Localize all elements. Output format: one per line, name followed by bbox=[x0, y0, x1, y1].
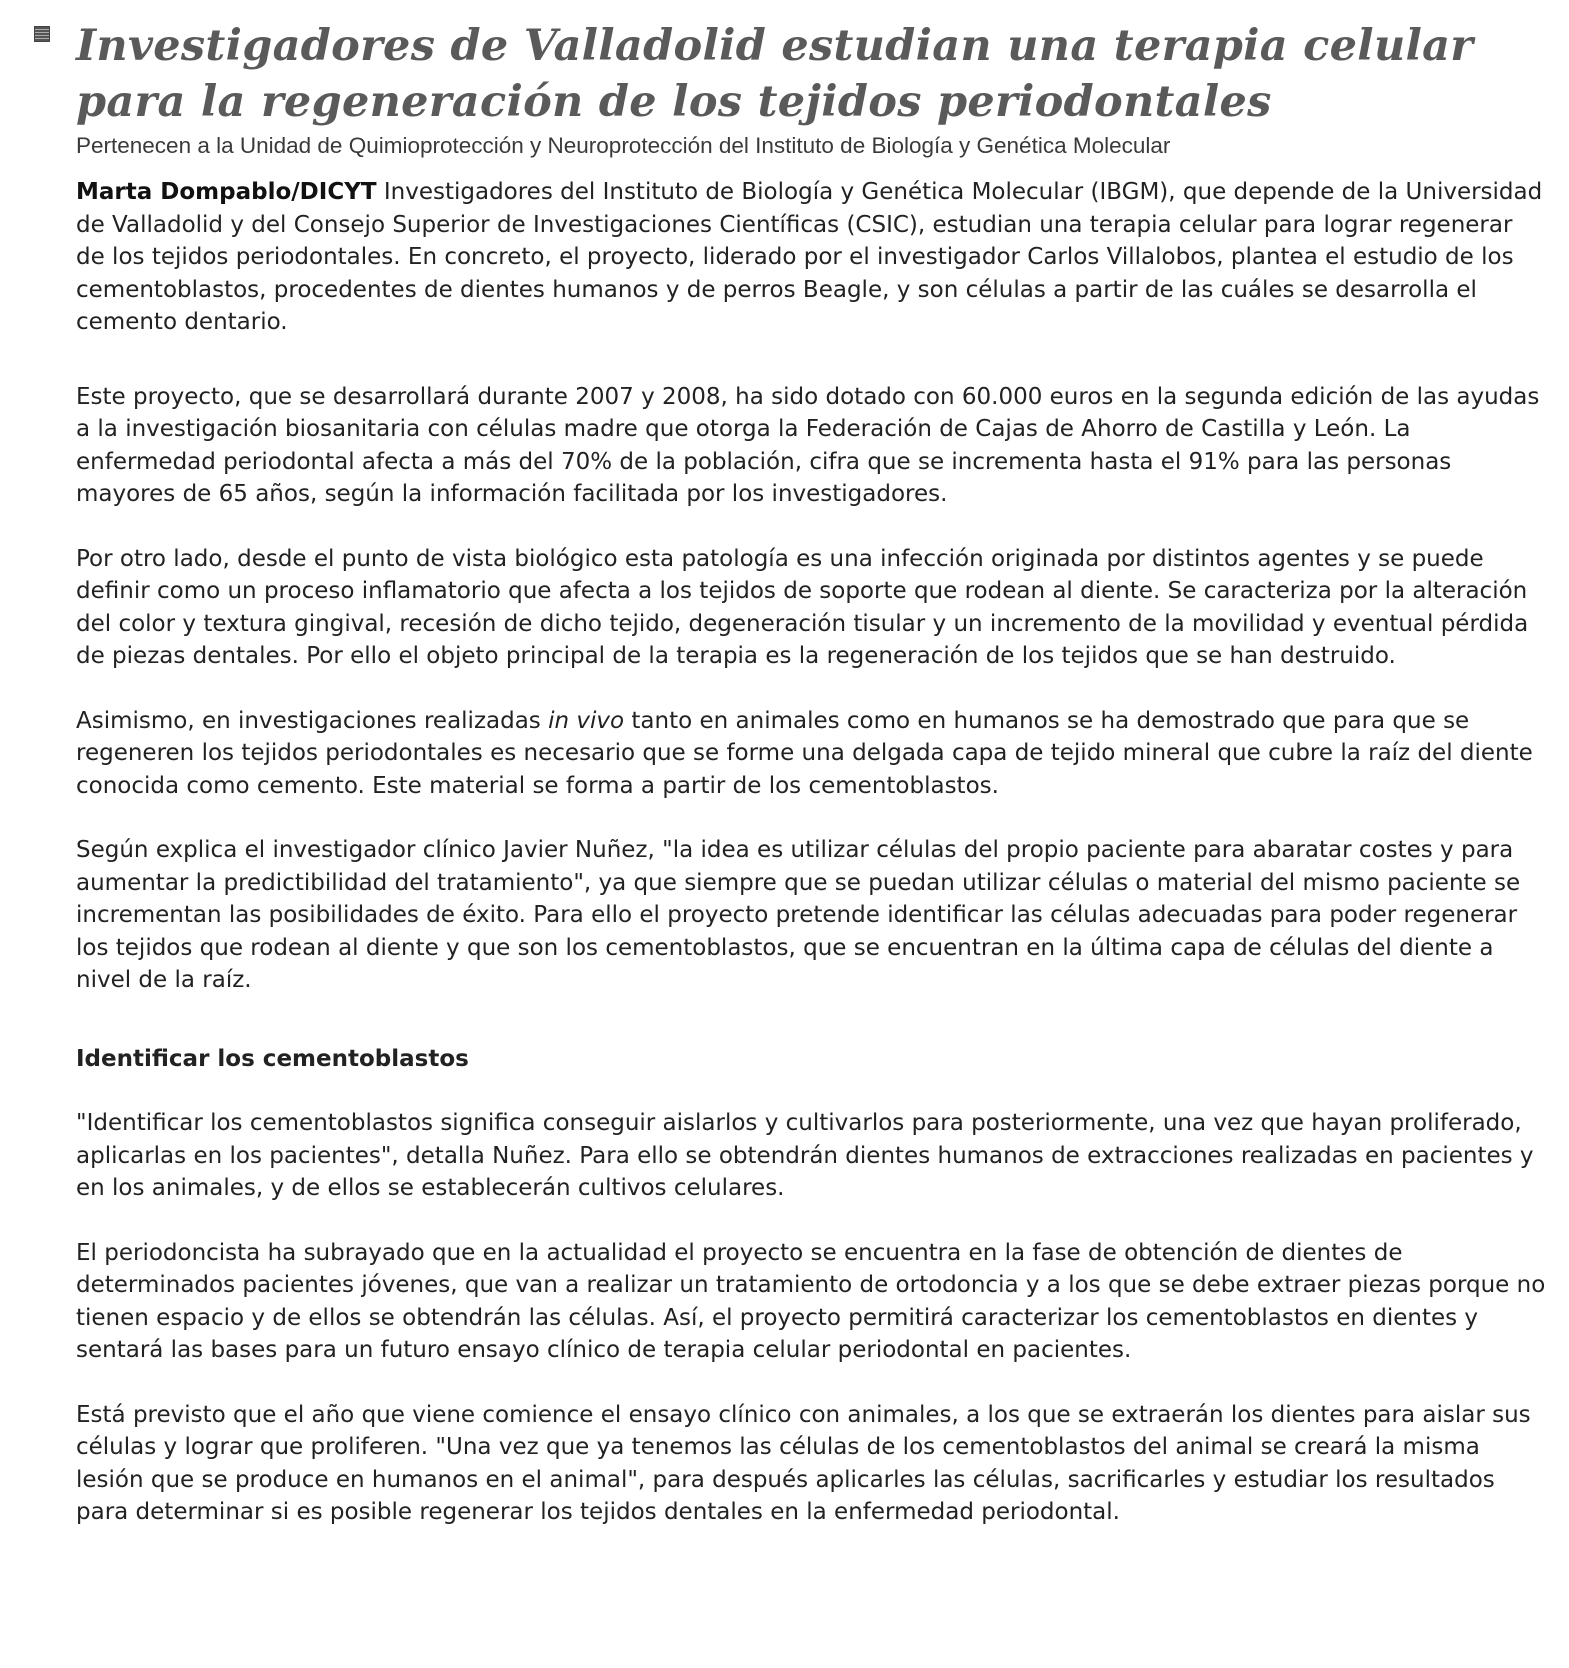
paragraph-in-vivo-end: tanto en animales como en humanos se ha demostrado que para que se regeneren los tejidos periodontales es necesario que se forme una delgada capa de tejido mineral que cubre la raíz del diente conocida como cemento. Este material se forma a partir de los cementoblastos. bbox=[76, 707, 1533, 799]
paragraph-identify: "Identificar los cementoblastos significa conseguir aislarlos y cultivarlos para posteriormente, una vez que hayan proliferado, aplicarlas en los pacientes", detalla Nuñez. Para ello se obtendrán dientes humanos de extracciones realizadas en pacientes y en los animales, y de ellos se establecerán cultivos celulares. bbox=[76, 1110, 1534, 1201]
paragraph-periodontist: El periodoncista ha subrayado que en la actualidad el proyecto se encuentra en la fase de obtención de dientes de determinados pacientes jóvenes, que van a realizar un tratamiento de ortodoncia y a los que se debe extraer piezas porque no tienen espacio y de ellos se obtendrán las células. Así, el proyecto permitirá caracterizar los cementoblastos en dientes y sentará las bases para un futuro ensayo clínico de terapia celular periodontal en pacientes. bbox=[76, 1239, 1546, 1363]
paragraph-funding: Este proyecto, que se desarrollará durante 2007 y 2008, ha sido dotado con 60.000 euros en la segunda edición de las ayudas a la investigación biosanitaria con células madre que otorga la Federación de Cajas de Ahorro de Castilla y León. La enfermedad periodontal afecta a más del 70% de la población, cifra que se incrementa hasta el 91% para las personas mayores de 65 años, según la información facilitada por los investigadores. bbox=[76, 383, 1540, 507]
byline: Marta Dompablo/DICYT bbox=[76, 179, 377, 205]
section-heading: Identificar los cementoblastos bbox=[76, 1045, 469, 1072]
in-vivo-italic: in vivo bbox=[548, 707, 625, 734]
headline: Investigadores de Valladolid estudian una terapia celular para la regeneración de los tejidos periodontales bbox=[76, 21, 1474, 127]
subheadline: Pertenecen a la Unidad de Quimioprotección y Neuroprotección del Instituto de Biología y Genética Molecular bbox=[76, 133, 1171, 158]
paragraph-in-vivo bbox=[76, 705, 1548, 803]
article-body bbox=[76, 176, 1548, 1529]
headline-bullet-icon bbox=[34, 26, 50, 42]
paragraph-in-vivo-start: Asimismo, en investigaciones realizadas bbox=[76, 707, 549, 734]
intro-text: Investigadores del Instituto de Biología y Genética Molecular (IBGM), que depende de la Universidad de Valladolid y del Consejo Superior de Investigaciones Científicas (CSIC), estudian una terapia celular para lograr regenerar de los tejidos periodontales. En concreto, el proyecto, liderado por el investigador Carlos Villalobos, plantea el estudio de los cementoblastos, procedentes de dientes humanos y de perros Beagle, y son células a partir de las cuáles se desarrolla el cemento dentario. bbox=[76, 179, 1543, 335]
intro-paragraph bbox=[76, 176, 1548, 339]
paragraph-pathology: Por otro lado, desde el punto de vista biológico esta patología es una infección originada por distintos agentes y se puede definir como un proceso inflamatorio que afecta a los tejidos de soporte que rodean al diente. Se caracteriza por la alteración del color y textura gingival, recesión de dicho tejido, degeneración tisular y un incremento de la movilidad y eventual pérdida de piezas dentales. Por ello el objeto principal de la terapia es la regeneración de los tejidos que se han destruido. bbox=[76, 545, 1529, 669]
paragraph-clinical-trial: Está previsto que el año que viene comience el ensayo clínico con animales, a los que se extraerán los dientes para aislar sus células y lograr que proliferen. "Una vez que ya tenemos las células de los cementoblastos del animal se creará la misma lesión que se produce en humanos en el animal", para después aplicarles las células, sacrificarles y estudiar los resultados para determinar si es posible regenerar los tejidos dentales en la enfermedad periodontal. bbox=[76, 1401, 1531, 1525]
paragraph-nunez-quote: Según explica el investigador clínico Javier Nuñez, "la idea es utilizar células del propio paciente para abaratar costes y para aumentar la predictibilidad del tratamiento", ya que siempre que se puedan utilizar células o material del mismo paciente se incrementan las posibilidades de éxito. Para ello el proyecto pretende identificar las células adecuadas para poder regenerar los tejidos que rodean al diente y que son los cementoblastos, que se encuentran en la última capa de células del diente a nivel de la raíz. bbox=[76, 837, 1521, 993]
